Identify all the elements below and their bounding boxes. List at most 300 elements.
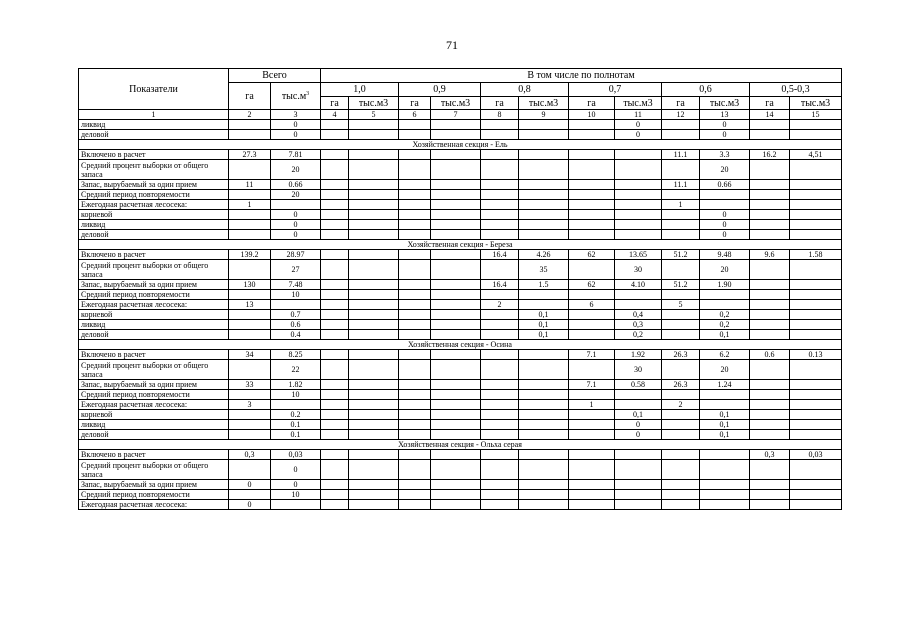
table-cell: 7.48 bbox=[271, 280, 321, 290]
table-row bbox=[79, 430, 842, 440]
table-row bbox=[79, 330, 842, 340]
table-cell bbox=[271, 500, 321, 510]
table-cell: 1.82 bbox=[271, 380, 321, 390]
table-cell bbox=[321, 500, 349, 510]
table-cell bbox=[662, 480, 700, 490]
table-cell bbox=[662, 490, 700, 500]
table-cell bbox=[431, 450, 481, 460]
table-cell: 0 bbox=[271, 130, 321, 140]
table-row bbox=[79, 290, 842, 300]
table-cell bbox=[569, 490, 615, 500]
table-cell bbox=[750, 190, 790, 200]
row-label: Включено в расчет bbox=[79, 150, 229, 160]
table-cell: 0,1 bbox=[519, 320, 569, 330]
table-cell bbox=[271, 300, 321, 310]
table-row bbox=[79, 350, 842, 360]
table-cell bbox=[399, 500, 431, 510]
table-cell bbox=[481, 320, 519, 330]
table-cell: 8.25 bbox=[271, 350, 321, 360]
table-cell bbox=[790, 160, 842, 180]
table-cell: 22 bbox=[271, 360, 321, 380]
table-cell: 1.24 bbox=[700, 380, 750, 390]
table-cell bbox=[662, 230, 700, 240]
section-header-row bbox=[79, 340, 842, 350]
table-cell bbox=[790, 480, 842, 490]
table-cell bbox=[399, 430, 431, 440]
table-cell bbox=[431, 210, 481, 220]
table-cell: 0 bbox=[700, 230, 750, 240]
section-header-row bbox=[79, 140, 842, 150]
table-cell bbox=[519, 390, 569, 400]
table-cell bbox=[349, 210, 399, 220]
table-cell bbox=[229, 360, 271, 380]
table-row bbox=[79, 260, 842, 280]
table-cell bbox=[569, 410, 615, 420]
table-cell bbox=[615, 190, 662, 200]
header-including: В том числе по полнотам bbox=[321, 69, 842, 83]
table-cell bbox=[431, 150, 481, 160]
table-cell bbox=[321, 310, 349, 320]
table-cell bbox=[615, 230, 662, 240]
table-cell: 0 bbox=[615, 120, 662, 130]
table-cell bbox=[615, 390, 662, 400]
table-cell: 10 bbox=[271, 290, 321, 300]
table-row bbox=[79, 180, 842, 190]
column-number: 7 bbox=[431, 110, 481, 120]
table-cell bbox=[431, 220, 481, 230]
table-cell: 20 bbox=[271, 190, 321, 200]
table-cell bbox=[481, 200, 519, 210]
column-number: 4 bbox=[321, 110, 349, 120]
table-cell bbox=[569, 130, 615, 140]
table-cell bbox=[481, 360, 519, 380]
table-cell bbox=[615, 300, 662, 310]
table-cell bbox=[481, 180, 519, 190]
table-row bbox=[79, 280, 842, 290]
table-cell: 0.13 bbox=[790, 350, 842, 360]
table-cell: 0,4 bbox=[615, 310, 662, 320]
table-cell: 0,2 bbox=[615, 330, 662, 340]
table-cell: 0 bbox=[700, 210, 750, 220]
subheader-ha: га bbox=[750, 97, 790, 110]
table-cell: 0,1 bbox=[519, 310, 569, 320]
table-cell bbox=[229, 230, 271, 240]
table-cell bbox=[399, 280, 431, 290]
table-cell bbox=[790, 430, 842, 440]
table-row bbox=[79, 120, 842, 130]
table-cell bbox=[750, 420, 790, 430]
table-cell: 0,1 bbox=[700, 330, 750, 340]
table-cell bbox=[519, 210, 569, 220]
table-cell bbox=[481, 380, 519, 390]
row-label: Средний период повторяемости bbox=[79, 490, 229, 500]
table-cell bbox=[569, 500, 615, 510]
table-cell bbox=[349, 400, 399, 410]
row-label: Включено в расчет bbox=[79, 250, 229, 260]
table-cell bbox=[349, 420, 399, 430]
table-cell: 0,2 bbox=[700, 320, 750, 330]
header-total-ha: га bbox=[229, 83, 271, 110]
table-cell bbox=[700, 190, 750, 200]
table-cell bbox=[349, 290, 399, 300]
table-cell bbox=[321, 450, 349, 460]
table-cell bbox=[431, 500, 481, 510]
table-cell bbox=[399, 260, 431, 280]
table-cell: 0.1 bbox=[271, 420, 321, 430]
table-cell: 1 bbox=[569, 400, 615, 410]
table-cell bbox=[431, 320, 481, 330]
table-cell: 11.1 bbox=[662, 150, 700, 160]
header-indicators: Показатели bbox=[79, 69, 229, 110]
table-cell bbox=[615, 500, 662, 510]
table-cell bbox=[700, 300, 750, 310]
table-cell bbox=[790, 360, 842, 380]
table-cell bbox=[399, 330, 431, 340]
row-label: корневой bbox=[79, 410, 229, 420]
table-cell bbox=[790, 130, 842, 140]
subheader-volume: тыс.м3 bbox=[519, 97, 569, 110]
table-cell bbox=[700, 480, 750, 490]
table-cell bbox=[321, 280, 349, 290]
section-title: Хозяйственная секция - Береза bbox=[79, 240, 842, 250]
column-number: 1 bbox=[79, 110, 229, 120]
table-cell bbox=[481, 150, 519, 160]
table-cell bbox=[271, 200, 321, 210]
table-cell bbox=[750, 220, 790, 230]
table-cell bbox=[790, 220, 842, 230]
row-label: Средний процент выборки от общего запаса bbox=[79, 160, 229, 180]
table-row bbox=[79, 420, 842, 430]
table-cell bbox=[349, 150, 399, 160]
table-cell bbox=[662, 360, 700, 380]
table-cell bbox=[615, 290, 662, 300]
table-cell bbox=[349, 410, 399, 420]
table-cell bbox=[569, 480, 615, 490]
table-cell: 35 bbox=[519, 260, 569, 280]
table-cell bbox=[399, 360, 431, 380]
table-cell: 4,51 bbox=[790, 150, 842, 160]
table-cell bbox=[349, 450, 399, 460]
table-cell bbox=[569, 450, 615, 460]
row-label: Ежегодная расчетная лесосека: bbox=[79, 200, 229, 210]
table-cell: 130 bbox=[229, 280, 271, 290]
table-cell bbox=[321, 330, 349, 340]
table-cell bbox=[399, 250, 431, 260]
row-label: Ежегодная расчетная лесосека: bbox=[79, 500, 229, 510]
table-cell bbox=[321, 390, 349, 400]
table-cell bbox=[399, 190, 431, 200]
table-cell bbox=[321, 380, 349, 390]
table-cell bbox=[229, 210, 271, 220]
table-cell bbox=[349, 430, 399, 440]
table-cell bbox=[790, 190, 842, 200]
table-cell bbox=[431, 360, 481, 380]
row-label: Ежегодная расчетная лесосека: bbox=[79, 400, 229, 410]
table-cell bbox=[790, 120, 842, 130]
table-cell bbox=[790, 500, 842, 510]
table-cell bbox=[519, 230, 569, 240]
table-cell bbox=[481, 350, 519, 360]
table-cell bbox=[790, 180, 842, 190]
table-cell bbox=[321, 360, 349, 380]
table-cell: 0 bbox=[271, 220, 321, 230]
table-cell: 3.3 bbox=[700, 150, 750, 160]
table-cell: 9.6 bbox=[750, 250, 790, 260]
table-row bbox=[79, 490, 842, 500]
table-cell bbox=[662, 430, 700, 440]
table-cell bbox=[229, 430, 271, 440]
row-label: деловой bbox=[79, 230, 229, 240]
subheader-ha: га bbox=[481, 97, 519, 110]
table-cell bbox=[431, 310, 481, 320]
table-cell bbox=[569, 310, 615, 320]
row-label: Средний период повторяемости bbox=[79, 190, 229, 200]
column-number: 15 bbox=[790, 110, 842, 120]
table-cell bbox=[519, 480, 569, 490]
table-row bbox=[79, 300, 842, 310]
table-cell bbox=[481, 190, 519, 200]
section-title: Хозяйственная секция - Ольха серая bbox=[79, 440, 842, 450]
table-cell: 1.92 bbox=[615, 350, 662, 360]
section-header-row bbox=[79, 240, 842, 250]
table-cell bbox=[399, 150, 431, 160]
table-cell bbox=[229, 130, 271, 140]
row-label: Запас, вырубаемый за один прием bbox=[79, 280, 229, 290]
table-cell: 51.2 bbox=[662, 280, 700, 290]
row-label: Включено в расчет bbox=[79, 350, 229, 360]
table-cell bbox=[321, 120, 349, 130]
header-density-4: 0,7 bbox=[569, 83, 662, 97]
table-cell bbox=[399, 450, 431, 460]
table-cell: 0 bbox=[271, 460, 321, 480]
table-cell: 0,2 bbox=[700, 310, 750, 320]
table-cell: 20 bbox=[700, 160, 750, 180]
row-label: деловой bbox=[79, 130, 229, 140]
table-cell bbox=[700, 290, 750, 300]
table-cell bbox=[750, 130, 790, 140]
table-cell bbox=[750, 290, 790, 300]
table-cell: 51.2 bbox=[662, 250, 700, 260]
table-cell: 2 bbox=[481, 300, 519, 310]
row-label: Включено в расчет bbox=[79, 450, 229, 460]
table-cell bbox=[750, 180, 790, 190]
table-cell bbox=[519, 380, 569, 390]
table-row bbox=[79, 150, 842, 160]
table-cell bbox=[790, 290, 842, 300]
table-cell bbox=[750, 380, 790, 390]
table-cell bbox=[229, 320, 271, 330]
table-cell bbox=[399, 390, 431, 400]
subheader-volume: тыс.м3 bbox=[790, 97, 842, 110]
table-cell bbox=[321, 350, 349, 360]
table-cell bbox=[229, 410, 271, 420]
table-cell: 16.2 bbox=[750, 150, 790, 160]
table-cell: 4.26 bbox=[519, 250, 569, 260]
table-cell bbox=[431, 260, 481, 280]
header-total: Всего bbox=[229, 69, 321, 83]
table-cell: 30 bbox=[615, 360, 662, 380]
table-cell bbox=[569, 230, 615, 240]
column-number: 3 bbox=[271, 110, 321, 120]
table-cell bbox=[399, 400, 431, 410]
table-cell bbox=[349, 190, 399, 200]
table-cell bbox=[399, 120, 431, 130]
table-cell bbox=[431, 190, 481, 200]
table-cell bbox=[321, 180, 349, 190]
row-label: ликвид bbox=[79, 320, 229, 330]
table-cell bbox=[431, 350, 481, 360]
table-cell: 0.4 bbox=[271, 330, 321, 340]
table-cell bbox=[349, 220, 399, 230]
table-cell bbox=[750, 410, 790, 420]
table-cell bbox=[399, 160, 431, 180]
row-label: деловой bbox=[79, 430, 229, 440]
table-cell bbox=[790, 310, 842, 320]
table-cell: 0 bbox=[229, 480, 271, 490]
table-cell bbox=[519, 420, 569, 430]
table-cell bbox=[481, 410, 519, 420]
table-cell bbox=[519, 500, 569, 510]
table-cell bbox=[569, 160, 615, 180]
table-cell bbox=[229, 160, 271, 180]
table-cell bbox=[349, 250, 399, 260]
table-cell bbox=[229, 290, 271, 300]
table-cell bbox=[662, 450, 700, 460]
row-label: Средний процент выборки от общего запаса bbox=[79, 360, 229, 380]
table-cell bbox=[481, 460, 519, 480]
table-cell bbox=[321, 410, 349, 420]
table-cell bbox=[615, 450, 662, 460]
column-number: 12 bbox=[662, 110, 700, 120]
subheader-ha: га bbox=[569, 97, 615, 110]
table-cell: 0.66 bbox=[700, 180, 750, 190]
table-cell bbox=[519, 450, 569, 460]
table-cell bbox=[229, 420, 271, 430]
table-cell bbox=[399, 220, 431, 230]
row-label: Средний процент выборки от общего запаса bbox=[79, 460, 229, 480]
table-cell bbox=[615, 210, 662, 220]
table-cell bbox=[750, 320, 790, 330]
table-cell: 0,03 bbox=[790, 450, 842, 460]
table-cell bbox=[700, 400, 750, 410]
table-cell bbox=[399, 490, 431, 500]
table-cell bbox=[229, 390, 271, 400]
table-cell bbox=[750, 230, 790, 240]
column-number: 13 bbox=[700, 110, 750, 120]
table-cell: 10 bbox=[271, 490, 321, 500]
table-cell bbox=[662, 210, 700, 220]
table-cell: 0 bbox=[615, 130, 662, 140]
table-cell: 28.97 bbox=[271, 250, 321, 260]
table-cell bbox=[481, 490, 519, 500]
table-cell bbox=[750, 360, 790, 380]
table-cell bbox=[615, 460, 662, 480]
table-cell bbox=[519, 190, 569, 200]
table-cell bbox=[700, 200, 750, 210]
table-cell bbox=[431, 120, 481, 130]
table-cell bbox=[431, 420, 481, 430]
table-cell bbox=[519, 350, 569, 360]
table-cell bbox=[349, 320, 399, 330]
subheader-volume: тыс.м3 bbox=[700, 97, 750, 110]
table-cell bbox=[349, 490, 399, 500]
table-cell bbox=[750, 120, 790, 130]
table-cell: 0 bbox=[700, 120, 750, 130]
table-cell bbox=[569, 430, 615, 440]
table-cell bbox=[569, 150, 615, 160]
table-cell bbox=[569, 360, 615, 380]
table-cell: 9.48 bbox=[700, 250, 750, 260]
table-cell: 7.81 bbox=[271, 150, 321, 160]
table-cell bbox=[481, 230, 519, 240]
table-cell: 0,1 bbox=[700, 420, 750, 430]
table-cell bbox=[431, 330, 481, 340]
table-cell bbox=[321, 230, 349, 240]
table-cell: 0 bbox=[271, 480, 321, 490]
table-cell bbox=[662, 420, 700, 430]
table-cell bbox=[321, 130, 349, 140]
table-cell bbox=[229, 490, 271, 500]
table-cell bbox=[399, 320, 431, 330]
table-cell bbox=[662, 390, 700, 400]
table-cell bbox=[662, 220, 700, 230]
table-cell bbox=[229, 260, 271, 280]
table-cell bbox=[349, 330, 399, 340]
table-cell: 0.66 bbox=[271, 180, 321, 190]
table-cell bbox=[519, 430, 569, 440]
table-cell bbox=[519, 180, 569, 190]
table-cell bbox=[349, 360, 399, 380]
table-cell bbox=[662, 190, 700, 200]
table-cell: 26.3 bbox=[662, 380, 700, 390]
table-cell bbox=[399, 420, 431, 430]
table-cell: 27 bbox=[271, 260, 321, 280]
subheader-volume: тыс.м3 bbox=[431, 97, 481, 110]
table-cell bbox=[790, 380, 842, 390]
table-cell bbox=[431, 280, 481, 290]
table-cell: 13 bbox=[229, 300, 271, 310]
column-number: 6 bbox=[399, 110, 431, 120]
table-cell bbox=[229, 190, 271, 200]
table-cell bbox=[662, 310, 700, 320]
table-cell bbox=[615, 160, 662, 180]
header-density-1: 1,0 bbox=[321, 83, 399, 97]
header-total-volume: $тыс.м^3$ bbox=[271, 83, 321, 110]
section-title: Хозяйственная секция - Осина bbox=[79, 340, 842, 350]
subheader-volume: тыс.м3 bbox=[615, 97, 662, 110]
row-label: Запас, вырубаемый за один прием bbox=[79, 480, 229, 490]
table-cell bbox=[229, 120, 271, 130]
table-cell bbox=[519, 490, 569, 500]
column-number: 9 bbox=[519, 110, 569, 120]
table-row bbox=[79, 230, 842, 240]
table-cell: 1.58 bbox=[790, 250, 842, 260]
table-cell bbox=[229, 220, 271, 230]
table-cell bbox=[481, 120, 519, 130]
table-cell bbox=[481, 400, 519, 410]
table-cell bbox=[790, 410, 842, 420]
table-cell bbox=[750, 430, 790, 440]
row-label: ликвид bbox=[79, 420, 229, 430]
table-cell bbox=[349, 180, 399, 190]
table-cell bbox=[321, 320, 349, 330]
table-cell bbox=[349, 160, 399, 180]
table-cell: 1 bbox=[662, 200, 700, 210]
table-cell bbox=[399, 210, 431, 220]
row-label: Средний период повторяемости bbox=[79, 290, 229, 300]
subheader-ha: га bbox=[662, 97, 700, 110]
table-cell: 33 bbox=[229, 380, 271, 390]
